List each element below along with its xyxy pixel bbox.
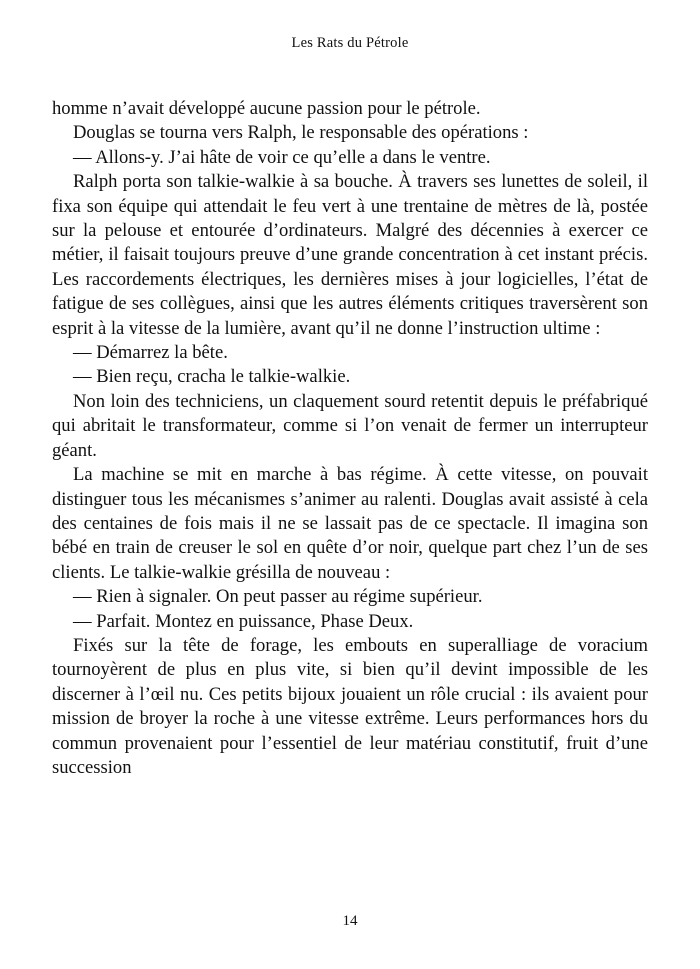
dialogue-line-3: — Bien reçu, cracha le talkie-walkie. [73, 366, 351, 388]
paragraph-3: Ralph porta son talkie-walkie à sa bouche. À travers ses lunettes de soleil, il fixa son équipe qui attendait le feu vert à une trentaine de mètres de là, postée sur la pelouse et entourée d’ordinateurs. Malgré des décennies à exercer ce métier, il faisait toujours preuve d’une grande concentration à cet instant précis. Les raccordements électriques, les dernières mises à jour logicielles, l’état de fatigue de ses collègues, ainsi que les autres éléments critiques traversèrent son esprit à la vitesse de la lumière, avant qu’il ne donne l’instruction ultime : [52, 171, 648, 339]
dialogue-line-2: — Démarrez la bête. [73, 342, 228, 364]
paragraph-5: La machine se mit en marche à bas régime. À cette vitesse, on pouvait distinguer tous les mécanismes s’animer au ralenti. Douglas avait assisté à cela des centaines de fois mais il ne se lassait pas de ce spectacle. Il imagina son bébé en train de creuser le sol en quête d’or noir, quelque part chez l’un de ses clients. Le talkie-walkie grésilla de nouveau : [52, 464, 648, 583]
body-text [52, 97, 648, 780]
paragraph-1: homme n’avait développé aucune passion pour le pétrole. [52, 98, 481, 119]
paragraph-6: Fixés sur la tête de forage, les embouts en superalliage de voracium tournoyèrent de plus en plus vite, si bien qu’il devint impossible de les discerner à l’œil nu. Ces petits bijoux jouaient un rôle crucial : ils avaient pour mission de broyer la roche à une vitesse extrême. Leurs performances hors du commun provenaient pour l’essentiel de leur matériau constitutif, fruit d’une succession [52, 634, 648, 778]
page-number: 14 [342, 913, 358, 929]
paragraph-4: Non loin des techniciens, un claquement sourd retentit depuis le préfabriqué qui abritait le transformateur, comme si l’on venait de fermer un interrupteur géant. [52, 390, 648, 461]
dialogue-line-1: — Allons-y. J’ai hâte de voir ce qu’elle a dans le ventre. [73, 146, 491, 168]
paragraph-2: Douglas se tourna vers Ralph, le responsable des opérations : [73, 122, 529, 144]
dialogue-line-5: — Parfait. Montez en puissance, Phase Deux. [73, 610, 414, 632]
dialogue-line-4: — Rien à signaler. On peut passer au régime supérieur. [73, 586, 483, 608]
running-header: Les Rats du Pétrole [291, 35, 409, 51]
